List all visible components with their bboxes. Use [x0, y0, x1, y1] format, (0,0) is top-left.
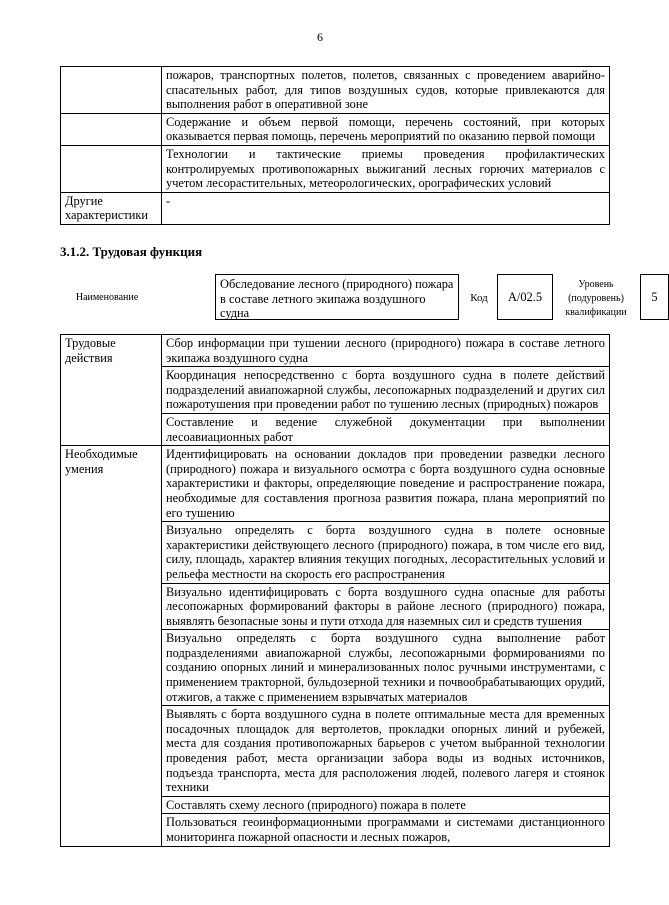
code-label: Код — [470, 292, 488, 304]
function-name: Обследование лесного (природного) пожара в составе летного экипажа воздушного судна — [215, 274, 459, 320]
section-heading: 3.1.2. Трудовая функция — [60, 244, 203, 259]
knowledge-item: Технологии и тактические приемы проведения профилактических контролируемых противопожарных выжиганий лесных горючих материалов с учетом лесорастительных, метеорологических, орографических условий — [162, 145, 610, 192]
empty-label-cell — [61, 145, 162, 192]
required-skills-label: Необходимые умения — [61, 446, 162, 846]
skill-item: Пользоваться геоинформационными программами и системами дистанционного мониторинга пожарной опасности и лесных пожаров, — [162, 814, 610, 846]
labor-action-item: Сбор информации при тушении лесного (природного) пожара в составе летного экипажа воздушного судна — [162, 335, 610, 367]
empty-label-cell — [61, 113, 162, 145]
previous-function-table — [60, 66, 610, 225]
labor-action-item: Координация непосредственно с борта воздушного судна в полете действий подразделений авиапожарной службы, лесопожарных подразделений и других сил пожаротушения при проведении работ по тушению лесных (природных) пожаров — [162, 367, 610, 414]
table-row — [61, 67, 610, 114]
skill-item: Идентифицировать на основании докладов при проведении разведки лесного (природного) пожара и визуального осмотра с борта воздушного судна основные характеристики и факторы, определяющие поведение и распространение пожара, необходимые для составления прогноза развития пожара, плана мероприятий по его тушению — [162, 446, 610, 522]
qualification-level: 5 — [640, 274, 669, 320]
other-characteristics-value: - — [162, 192, 610, 224]
table-row — [61, 145, 610, 192]
skill-item: Составлять схему лесного (природного) пожара в полете — [162, 796, 610, 814]
skill-item: Визуально идентифицировать с борта воздушного судна опасные для работы лесопожарных формирований факторы в районе лесного (природного) пожара, выявлять безопасные зоны и пути отхода для наземных сил и средств тушения — [162, 583, 610, 630]
knowledge-item: пожаров, транспортных полетов, полетов, связанных с проведением аварийно-спасательных работ, для типов воздушных судов, которые привлекаются для выполнения работ в оперативной зоне — [162, 67, 610, 114]
labor-actions-label: Трудовые действия — [61, 335, 162, 446]
empty-label-cell — [61, 67, 162, 114]
function-header — [60, 270, 658, 324]
table-row — [61, 192, 610, 224]
table-row — [61, 113, 610, 145]
skill-item: Выявлять с борта воздушного судна в полете оптимальные места для временных посадочных площадок для вертолетов, прокладки опорных линий и рубежей, места для создания противопожарных барьеров с учетом выбранной технологии проведения работ, места организации забора воды из водных источников, подъезда транспорта, места для расположения людей, полевого лагеря и стоянок техники — [162, 706, 610, 797]
other-characteristics-label: Другие характеристики — [61, 192, 162, 224]
skill-item: Визуально определять с борта воздушного судна выполнение работ подразделениями авиапожарной службы, лесопожарными формированиями по созданию опорных линий и минерализованных полос ручными инструментами, с применением тракторной, бульдозерной техники и почвообрабатывающих орудий, отжигов, а также с применением взрывчатых материалов — [162, 630, 610, 706]
labor-action-item: Составление и ведение служебной документации при выполнении лесоавиационных работ — [162, 413, 610, 445]
skill-item: Визуально определять с борта воздушного судна в полете основные характеристики действующего лесного (природного) пожара, в том числе его вид, силу, площадь, характер влияния текущих погодных, лесорастительных условий и рельефа местности на скорость его распространения — [162, 522, 610, 583]
page-number: 6 — [317, 30, 323, 44]
table-row — [61, 446, 610, 522]
table-row — [61, 335, 610, 367]
knowledge-item: Содержание и объем первой помощи, перечень состояний, при которых оказывается первая помощь, перечень мероприятий по оказанию первой помощи — [162, 113, 610, 145]
qualification-level-label: Уровень (подуровень) квалификации — [565, 279, 627, 318]
function-details-table — [60, 334, 610, 847]
function-code: A/02.5 — [497, 274, 553, 320]
name-label: Наименование — [75, 292, 139, 303]
